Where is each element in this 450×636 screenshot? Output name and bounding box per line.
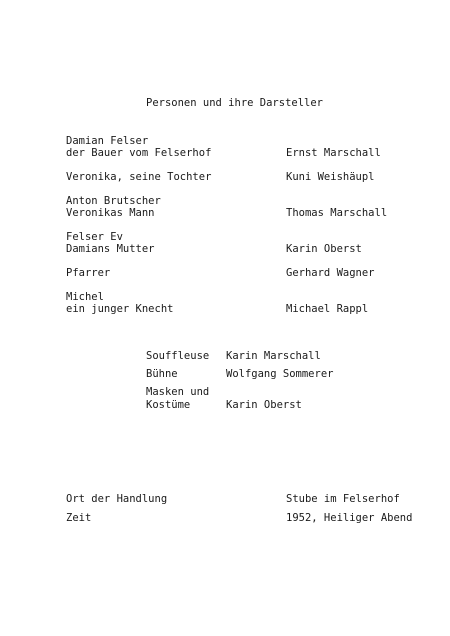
cast-role-line: Michel: [66, 291, 104, 303]
setting-label: Zeit: [66, 512, 92, 524]
page-title: Personen und ihre Darsteller: [146, 97, 324, 109]
setting-value: 1952, Heiliger Abend: [286, 512, 413, 524]
cast-role-line: Damians Mutter: [66, 243, 155, 255]
cast-role-line: Felser Ev: [66, 231, 123, 243]
cast-role-line: Pfarrer: [66, 267, 111, 279]
crew-name: Karin Oberst: [226, 399, 302, 411]
cast-actor: Thomas Marschall: [286, 207, 388, 219]
crew-label: Masken und: [146, 386, 210, 398]
crew-label: Kostüme: [146, 399, 191, 411]
cast-role-line: ein junger Knecht: [66, 303, 174, 315]
cast-role-line: Veronika, seine Tochter: [66, 171, 212, 183]
cast-role-line: der Bauer vom Felserhof: [66, 147, 212, 159]
crew-label: Souffleuse: [146, 350, 210, 362]
setting-value: Stube im Felserhof: [286, 493, 400, 505]
cast-role-line: Damian Felser: [66, 135, 149, 147]
cast-actor: Ernst Marschall: [286, 147, 381, 159]
cast-actor: Gerhard Wagner: [286, 267, 375, 279]
cast-role-line: Veronikas Mann: [66, 207, 155, 219]
crew-name: Karin Marschall: [226, 350, 321, 362]
crew-label: Bühne: [146, 368, 178, 380]
cast-role-line: Anton Brutscher: [66, 195, 161, 207]
crew-name: Wolfgang Sommerer: [226, 368, 334, 380]
setting-label: Ort der Handlung: [66, 493, 168, 505]
cast-actor: Karin Oberst: [286, 243, 362, 255]
cast-actor: Kuni Weishäupl: [286, 171, 375, 183]
cast-actor: Michael Rappl: [286, 303, 369, 315]
